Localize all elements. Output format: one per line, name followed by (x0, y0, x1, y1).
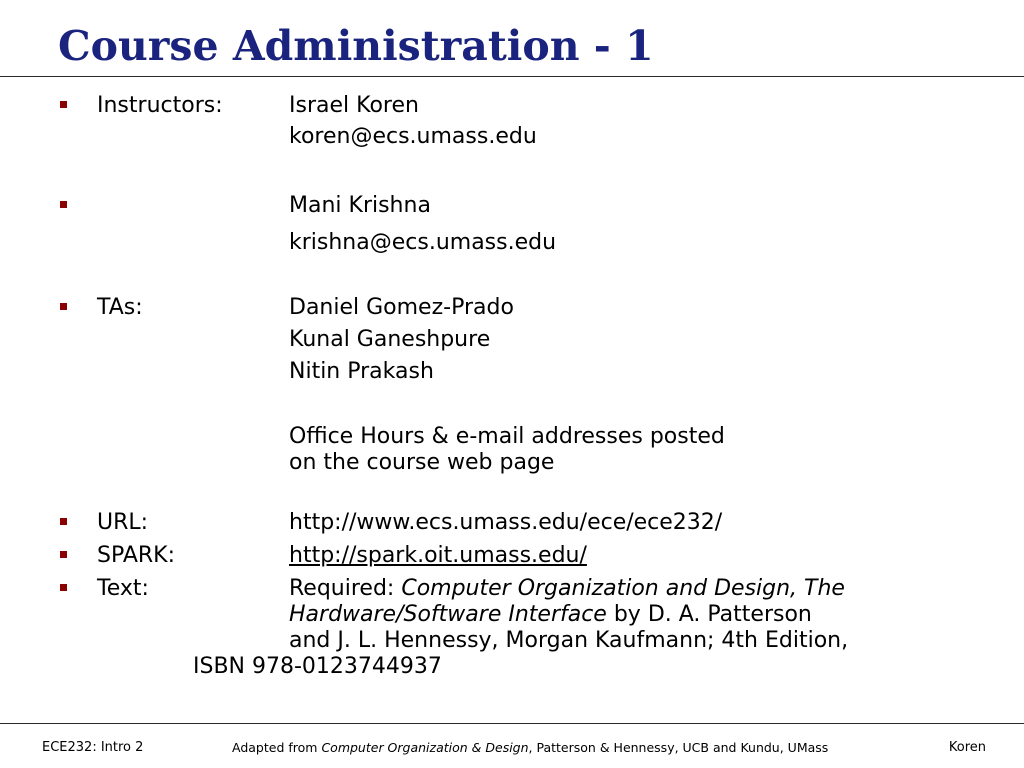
footer-credit-prefix: Adapted from (232, 740, 322, 755)
textbook-isbn: ISBN 978-0123744937 (193, 654, 442, 679)
bullet-icon (60, 518, 67, 525)
instructor-name-2: Mani Krishna (289, 193, 431, 218)
footer-slide-id: ECE232: Intro 2 (42, 740, 144, 755)
required-label: Required: (289, 576, 402, 601)
slide-title: Course Administration - 1 (58, 22, 654, 70)
textbook-line-2 (289, 602, 812, 628)
instructor-email-2: krishna@ecs.umass.edu (289, 230, 557, 255)
spark-label: SPARK: (97, 543, 175, 568)
footer-credit-suffix: , Patterson & Hennessy, UCB and Kundu, UMass (528, 740, 829, 755)
footer-author: Koren (948, 740, 986, 755)
course-url-link[interactable]: http://www.ecs.umass.edu/ece/ece232/ (289, 510, 723, 535)
bullet-icon (60, 584, 67, 591)
instructor-email-1: koren@ecs.umass.edu (289, 124, 537, 149)
footer-credit (232, 740, 828, 755)
ta-name-1: Daniel Gomez-Prado (289, 295, 514, 320)
url-label: URL: (97, 510, 149, 535)
book-title-part1: Computer Organization and Design, The (401, 576, 845, 601)
office-hours-note-line1: Office Hours & e-mail addresses posted (289, 424, 725, 449)
footer-credit-title: Computer Organization & Design (321, 740, 529, 755)
book-authors: by D. A. Patterson (606, 602, 812, 627)
instructor-name-1: Israel Koren (289, 93, 419, 118)
textbook-line-3: and J. L. Hennessy, Morgan Kaufmann; 4th Edition, (289, 628, 849, 653)
bullet-icon (60, 201, 67, 208)
bullet-icon (60, 101, 67, 108)
ta-name-2: Kunal Ganeshpure (289, 327, 491, 352)
textbook-line-1 (289, 576, 845, 602)
office-hours-note-line2: on the course web page (289, 450, 555, 475)
instructors-label: Instructors: (97, 93, 223, 118)
footer-divider (0, 723, 1024, 724)
spark-link[interactable]: http://spark.oit.umass.edu/ (289, 543, 587, 568)
bullet-icon (60, 303, 67, 310)
text-label: Text: (97, 576, 149, 601)
ta-name-3: Nitin Prakash (289, 359, 434, 384)
book-title-part2: Hardware/Software Interface (289, 602, 607, 627)
title-divider (0, 76, 1024, 77)
tas-label: TAs: (97, 295, 143, 320)
bullet-icon (60, 551, 67, 558)
